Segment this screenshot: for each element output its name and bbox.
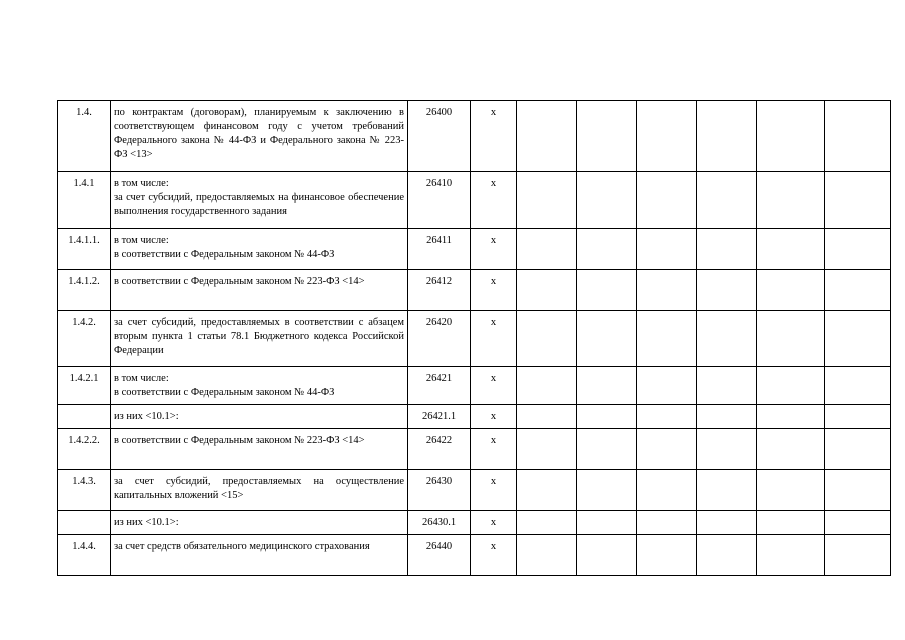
- value-cell: [697, 429, 757, 470]
- value-cell: [637, 429, 697, 470]
- row-mark: x: [471, 405, 517, 429]
- row-description: в том числе: в соответствии с Федеральным законом № 44-ФЗ: [111, 367, 408, 405]
- table-row: [58, 511, 891, 535]
- value-cell: [825, 311, 891, 367]
- value-cell: [577, 429, 637, 470]
- row-mark: x: [471, 101, 517, 172]
- budget-table: [57, 100, 891, 576]
- value-cell: [825, 405, 891, 429]
- row-code: 26430: [408, 470, 471, 511]
- row-description: за счет субсидий, предоставляемых на осуществление капитальных вложений <15>: [111, 470, 408, 511]
- row-code: 26430.1: [408, 511, 471, 535]
- row-number: 1.4.2.2.: [58, 429, 111, 470]
- value-cell: [577, 470, 637, 511]
- row-number: 1.4.1: [58, 172, 111, 229]
- value-cell: [825, 511, 891, 535]
- value-cell: [757, 429, 825, 470]
- value-cell: [757, 270, 825, 311]
- row-code: 26421: [408, 367, 471, 405]
- value-cell: [637, 229, 697, 270]
- value-cell: [517, 405, 577, 429]
- value-cell: [697, 101, 757, 172]
- row-number: [58, 405, 111, 429]
- value-cell: [637, 270, 697, 311]
- row-mark: x: [471, 172, 517, 229]
- value-cell: [637, 172, 697, 229]
- table-row: [58, 270, 891, 311]
- table-body: [58, 101, 891, 576]
- row-mark: x: [471, 470, 517, 511]
- row-mark: x: [471, 367, 517, 405]
- table-row: [58, 172, 891, 229]
- value-cell: [517, 229, 577, 270]
- value-cell: [517, 101, 577, 172]
- value-cell: [757, 470, 825, 511]
- row-description: в том числе: за счет субсидий, предоставляемых на финансовое обеспечение выполнения государственного задания: [111, 172, 408, 229]
- table-row: [58, 101, 891, 172]
- row-code: 26410: [408, 172, 471, 229]
- value-cell: [517, 172, 577, 229]
- value-cell: [517, 511, 577, 535]
- row-mark: x: [471, 270, 517, 311]
- table-row: [58, 470, 891, 511]
- row-number: [58, 511, 111, 535]
- table-row: [58, 311, 891, 367]
- value-cell: [577, 367, 637, 405]
- value-cell: [825, 229, 891, 270]
- row-mark: x: [471, 511, 517, 535]
- row-mark: x: [471, 229, 517, 270]
- value-cell: [637, 367, 697, 405]
- value-cell: [517, 270, 577, 311]
- row-code: 26440: [408, 535, 471, 576]
- value-cell: [697, 470, 757, 511]
- value-cell: [697, 405, 757, 429]
- row-mark: x: [471, 311, 517, 367]
- value-cell: [757, 405, 825, 429]
- row-description: за счет средств обязательного медицинского страхования: [111, 535, 408, 576]
- value-cell: [637, 470, 697, 511]
- value-cell: [757, 172, 825, 229]
- value-cell: [637, 311, 697, 367]
- row-number: 1.4.3.: [58, 470, 111, 511]
- row-number: 1.4.1.2.: [58, 270, 111, 311]
- value-cell: [757, 511, 825, 535]
- value-cell: [697, 172, 757, 229]
- row-mark: x: [471, 535, 517, 576]
- row-code: 26422: [408, 429, 471, 470]
- row-description: в соответствии с Федеральным законом № 223-ФЗ <14>: [111, 429, 408, 470]
- value-cell: [757, 367, 825, 405]
- value-cell: [577, 229, 637, 270]
- value-cell: [577, 511, 637, 535]
- value-cell: [517, 429, 577, 470]
- value-cell: [757, 535, 825, 576]
- value-cell: [697, 535, 757, 576]
- value-cell: [577, 311, 637, 367]
- table-row: [58, 429, 891, 470]
- row-number: 1.4.4.: [58, 535, 111, 576]
- row-mark: x: [471, 429, 517, 470]
- row-number: 1.4.2.: [58, 311, 111, 367]
- row-number: 1.4.2.1: [58, 367, 111, 405]
- value-cell: [825, 101, 891, 172]
- row-number: 1.4.: [58, 101, 111, 172]
- table-row: [58, 405, 891, 429]
- value-cell: [825, 367, 891, 405]
- value-cell: [697, 511, 757, 535]
- row-number: 1.4.1.1.: [58, 229, 111, 270]
- row-description: по контрактам (договорам), планируемым к заключению в соответствующем финансовом году с учетом требований Федерального закона № 44-ФЗ и Федерального закона № 223-ФЗ <13>: [111, 101, 408, 172]
- value-cell: [757, 101, 825, 172]
- value-cell: [517, 470, 577, 511]
- row-description: из них <10.1>:: [111, 511, 408, 535]
- row-code: 26420: [408, 311, 471, 367]
- table-row: [58, 535, 891, 576]
- row-description: за счет субсидий, предоставляемых в соответствии с абзацем вторым пункта 1 статьи 78.1 Бюджетного кодекса Российской Федерации: [111, 311, 408, 367]
- value-cell: [825, 270, 891, 311]
- value-cell: [637, 405, 697, 429]
- value-cell: [757, 229, 825, 270]
- value-cell: [517, 311, 577, 367]
- value-cell: [637, 535, 697, 576]
- value-cell: [577, 101, 637, 172]
- value-cell: [577, 405, 637, 429]
- value-cell: [697, 311, 757, 367]
- value-cell: [577, 270, 637, 311]
- value-cell: [825, 535, 891, 576]
- row-description: в соответствии с Федеральным законом № 223-ФЗ <14>: [111, 270, 408, 311]
- row-code: 26411: [408, 229, 471, 270]
- row-code: 26421.1: [408, 405, 471, 429]
- value-cell: [577, 535, 637, 576]
- value-cell: [637, 511, 697, 535]
- row-description: из них <10.1>:: [111, 405, 408, 429]
- row-code: 26412: [408, 270, 471, 311]
- value-cell: [517, 367, 577, 405]
- value-cell: [697, 229, 757, 270]
- table-row: [58, 229, 891, 270]
- value-cell: [697, 270, 757, 311]
- value-cell: [825, 429, 891, 470]
- value-cell: [697, 367, 757, 405]
- row-code: 26400: [408, 101, 471, 172]
- value-cell: [637, 101, 697, 172]
- value-cell: [757, 311, 825, 367]
- value-cell: [825, 172, 891, 229]
- value-cell: [517, 535, 577, 576]
- table-row: [58, 367, 891, 405]
- value-cell: [577, 172, 637, 229]
- row-description: в том числе: в соответствии с Федеральным законом № 44-ФЗ: [111, 229, 408, 270]
- value-cell: [825, 470, 891, 511]
